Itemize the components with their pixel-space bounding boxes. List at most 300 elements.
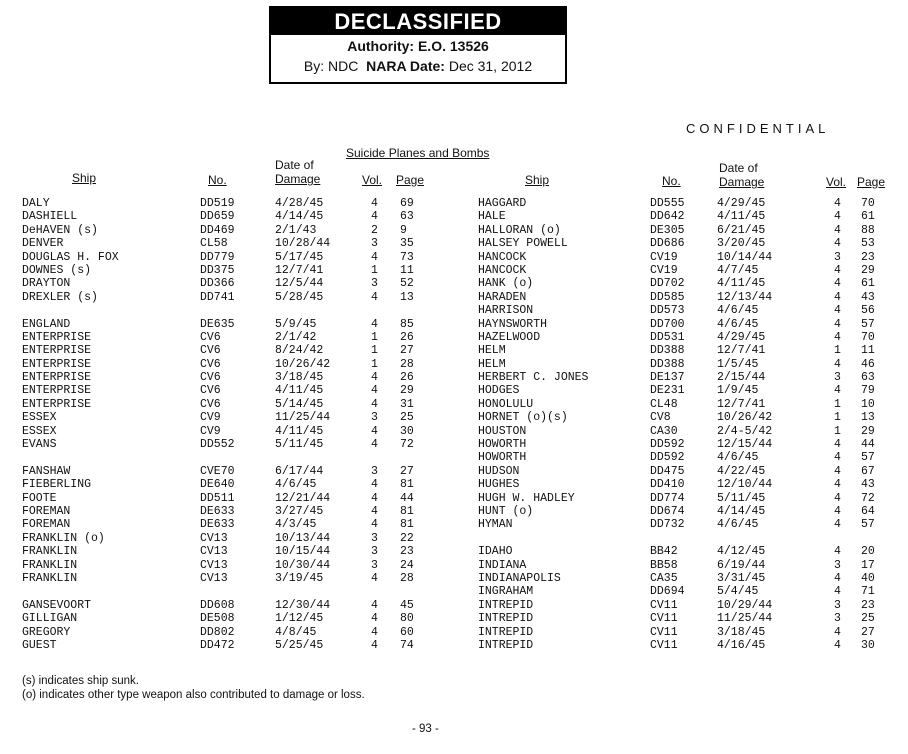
table-row bbox=[0, 210, 450, 223]
cell-page: 9 bbox=[400, 223, 407, 237]
table-row bbox=[450, 438, 908, 451]
cell-no: CV13 bbox=[200, 558, 228, 572]
table-row bbox=[0, 599, 450, 612]
cell-page: 23 bbox=[861, 250, 875, 264]
right-ship-table bbox=[450, 197, 908, 652]
cell-vol: 4 bbox=[834, 585, 841, 599]
cell-vol: 1 bbox=[834, 344, 841, 358]
cell-date: 4/14/45 bbox=[717, 504, 766, 518]
table-row bbox=[450, 304, 908, 317]
cell-vol: 4 bbox=[371, 478, 378, 492]
cell-ship: INDIANAPOLIS bbox=[478, 571, 561, 585]
cell-no: DD700 bbox=[650, 317, 685, 331]
cell-date: 10/29/44 bbox=[717, 598, 773, 612]
table-row bbox=[0, 532, 450, 545]
cell-date: 1/9/45 bbox=[717, 384, 759, 398]
cell-ship: ENTERPRISE bbox=[22, 371, 92, 385]
cell-ship: HARADEN bbox=[478, 290, 527, 304]
cell-vol: 3 bbox=[834, 612, 841, 626]
cell-page: 25 bbox=[861, 612, 875, 626]
table-row bbox=[450, 545, 908, 558]
cell-ship: HALE bbox=[478, 210, 506, 224]
cell-date: 4/11/45 bbox=[717, 210, 766, 224]
cell-page: 45 bbox=[400, 598, 414, 612]
cell-no: CVE70 bbox=[200, 464, 235, 478]
cell-date: 10/13/44 bbox=[275, 531, 331, 545]
cell-no: CV6 bbox=[200, 330, 221, 344]
left-header-date-l2: Damage bbox=[275, 172, 321, 186]
page-number: - 93 - bbox=[412, 723, 439, 735]
cell-page: 74 bbox=[400, 638, 414, 652]
cell-date: 10/26/42 bbox=[717, 411, 773, 425]
cell-vol: 4 bbox=[834, 197, 841, 210]
cell-vol: 4 bbox=[834, 277, 841, 291]
cell-vol: 4 bbox=[834, 478, 841, 492]
cell-page: 35 bbox=[400, 237, 414, 251]
cell-page: 10 bbox=[861, 397, 875, 411]
cell-ship: HUDSON bbox=[478, 464, 520, 478]
cell-page: 28 bbox=[400, 357, 414, 371]
declassified-stamp bbox=[269, 6, 567, 84]
table-row bbox=[450, 518, 908, 531]
cell-vol: 4 bbox=[371, 518, 378, 532]
cell-ship: INTREPID bbox=[478, 625, 534, 639]
cell-ship: HALSEY POWELL bbox=[478, 237, 568, 251]
cell-vol: 4 bbox=[834, 263, 841, 277]
left-ship-table bbox=[0, 197, 450, 652]
cell-ship: ENTERPRISE bbox=[22, 397, 92, 411]
cell-ship: HONOLULU bbox=[478, 397, 534, 411]
left-header-no: No. bbox=[208, 173, 227, 187]
cell-ship: DOWNES (s) bbox=[22, 263, 92, 277]
cell-date: 12/7/41 bbox=[717, 397, 766, 411]
table-row bbox=[0, 465, 450, 478]
cell-vol: 2 bbox=[371, 223, 378, 237]
cell-date: 5/14/45 bbox=[275, 397, 324, 411]
cell-page: 56 bbox=[861, 304, 875, 318]
cell-date: 4/6/45 bbox=[717, 317, 759, 331]
cell-page: 11 bbox=[400, 263, 414, 277]
cell-page: 72 bbox=[861, 491, 875, 505]
cell-no: DD573 bbox=[650, 304, 685, 318]
cell-page: 23 bbox=[400, 545, 414, 559]
cell-page: 44 bbox=[400, 491, 414, 505]
cell-page: 29 bbox=[861, 424, 875, 438]
cell-page: 11 bbox=[861, 344, 875, 358]
cell-date: 5/4/45 bbox=[717, 585, 759, 599]
cell-date: 4/16/45 bbox=[717, 638, 766, 652]
cell-no: DD511 bbox=[200, 491, 235, 505]
cell-vol: 4 bbox=[834, 545, 841, 559]
cell-ship: ENTERPRISE bbox=[22, 384, 92, 398]
cell-date: 4/29/45 bbox=[717, 197, 766, 210]
table-row bbox=[0, 291, 450, 304]
table-row bbox=[450, 237, 908, 250]
cell-page: 29 bbox=[861, 263, 875, 277]
cell-vol: 4 bbox=[371, 384, 378, 398]
cell-no: DD366 bbox=[200, 277, 235, 291]
cell-page: 43 bbox=[861, 478, 875, 492]
cell-vol: 4 bbox=[834, 571, 841, 585]
table-row bbox=[0, 371, 450, 384]
table-row bbox=[450, 331, 908, 344]
cell-vol: 3 bbox=[371, 411, 378, 425]
cell-ship: HOWORTH bbox=[478, 451, 527, 465]
cell-no: CV11 bbox=[650, 612, 678, 626]
table-row bbox=[0, 425, 450, 438]
cell-ship: DRAYTON bbox=[22, 277, 71, 291]
stamp-by: By: NDC bbox=[303, 58, 359, 74]
cell-page: 57 bbox=[861, 317, 875, 331]
cell-date: 4/14/45 bbox=[275, 210, 324, 224]
cell-date: 10/26/42 bbox=[275, 357, 331, 371]
cell-page: 24 bbox=[400, 558, 414, 572]
cell-no: CV9 bbox=[200, 411, 221, 425]
cell-ship: DOUGLAS H. FOX bbox=[22, 250, 119, 264]
cell-vol: 4 bbox=[834, 304, 841, 318]
cell-page: 26 bbox=[400, 330, 414, 344]
cell-vol: 4 bbox=[834, 330, 841, 344]
cell-vol: 3 bbox=[371, 237, 378, 251]
right-header-date-l2: Damage bbox=[719, 175, 765, 189]
table-row bbox=[450, 264, 908, 277]
cell-vol: 4 bbox=[834, 518, 841, 532]
cell-vol: 4 bbox=[371, 438, 378, 452]
cell-date: 5/25/45 bbox=[275, 638, 324, 652]
cell-ship: HAZELWOOD bbox=[478, 330, 541, 344]
cell-ship: HELM bbox=[478, 357, 506, 371]
cell-date: 1/12/45 bbox=[275, 612, 324, 626]
table-row bbox=[0, 545, 450, 558]
cell-vol: 4 bbox=[834, 384, 841, 398]
cell-ship: HANCOCK bbox=[478, 263, 527, 277]
cell-vol: 4 bbox=[371, 625, 378, 639]
cell-no: DD592 bbox=[650, 451, 685, 465]
cell-page: 31 bbox=[400, 397, 414, 411]
table-row bbox=[450, 197, 908, 210]
cell-date: 10/28/44 bbox=[275, 237, 331, 251]
table-row bbox=[0, 478, 450, 491]
cell-no: CL48 bbox=[650, 397, 678, 411]
cell-ship: ESSEX bbox=[22, 411, 57, 425]
cell-no: BB58 bbox=[650, 558, 678, 572]
cell-page: 57 bbox=[861, 518, 875, 532]
cell-page: 27 bbox=[400, 464, 414, 478]
cell-vol: 3 bbox=[834, 598, 841, 612]
cell-vol: 4 bbox=[371, 638, 378, 652]
cell-vol: 4 bbox=[371, 371, 378, 385]
cell-ship: HUGHES bbox=[478, 478, 520, 492]
cell-page: 60 bbox=[400, 625, 414, 639]
cell-ship: HANK (o) bbox=[478, 277, 534, 291]
cell-ship: INTREPID bbox=[478, 598, 534, 612]
stamp-heading: DECLASSIFIED bbox=[271, 8, 565, 35]
cell-vol: 4 bbox=[834, 625, 841, 639]
left-header-page: Page bbox=[396, 173, 425, 187]
table-row bbox=[450, 291, 908, 304]
cell-ship: HORNET (o)(s) bbox=[478, 411, 568, 425]
table-row bbox=[0, 224, 450, 237]
cell-no: DD694 bbox=[650, 585, 685, 599]
right-header-vol: Vol. bbox=[826, 175, 847, 189]
cell-ship: DALY bbox=[22, 197, 50, 210]
cell-date: 10/14/44 bbox=[717, 250, 773, 264]
cell-page: 81 bbox=[400, 478, 414, 492]
table-row bbox=[0, 626, 450, 639]
cell-no: CV6 bbox=[200, 397, 221, 411]
cell-no: DD674 bbox=[650, 504, 685, 518]
cell-vol: 3 bbox=[834, 558, 841, 572]
cell-vol: 3 bbox=[371, 545, 378, 559]
table-row bbox=[450, 384, 908, 397]
cell-vol: 3 bbox=[371, 464, 378, 478]
cell-vol: 1 bbox=[371, 344, 378, 358]
cell-page: 44 bbox=[861, 438, 875, 452]
cell-date: 5/9/45 bbox=[275, 317, 317, 331]
cell-page: 81 bbox=[400, 518, 414, 532]
cell-no: DD592 bbox=[650, 438, 685, 452]
table-row bbox=[450, 318, 908, 331]
cell-no: CV13 bbox=[200, 531, 228, 545]
cell-date: 1/5/45 bbox=[717, 357, 759, 371]
cell-no: CA30 bbox=[650, 424, 678, 438]
cell-page: 40 bbox=[861, 571, 875, 585]
cell-page: 52 bbox=[400, 277, 414, 291]
table-row bbox=[450, 599, 908, 612]
cell-no: DD702 bbox=[650, 277, 685, 291]
cell-page: 43 bbox=[861, 290, 875, 304]
cell-no: CV19 bbox=[650, 250, 678, 264]
cell-no: DD802 bbox=[200, 625, 235, 639]
cell-ship: DASHIELL bbox=[22, 210, 78, 224]
table-row bbox=[0, 318, 450, 331]
table-row bbox=[0, 384, 450, 397]
cell-page: 61 bbox=[861, 210, 875, 224]
cell-vol: 1 bbox=[834, 424, 841, 438]
footnote-other-weapon: (o) indicates other type weapon also contributed to damage or loss. bbox=[22, 689, 365, 701]
cell-date: 12/30/44 bbox=[275, 598, 331, 612]
cell-ship: ENTERPRISE bbox=[22, 344, 92, 358]
cell-vol: 1 bbox=[371, 263, 378, 277]
cell-date: 4/11/45 bbox=[275, 384, 324, 398]
cell-ship: ENTERPRISE bbox=[22, 357, 92, 371]
cell-vol: 4 bbox=[834, 464, 841, 478]
cell-no: DD375 bbox=[200, 263, 235, 277]
cell-date: 2/4-5/42 bbox=[717, 424, 773, 438]
cell-ship: INTREPID bbox=[478, 612, 534, 626]
table-row bbox=[450, 224, 908, 237]
cell-no: DE633 bbox=[200, 518, 235, 532]
table-row bbox=[450, 210, 908, 223]
right-header-page: Page bbox=[857, 175, 886, 189]
table-row bbox=[450, 411, 908, 424]
table-row bbox=[450, 505, 908, 518]
table-row bbox=[450, 451, 908, 464]
cell-date: 4/11/45 bbox=[717, 277, 766, 291]
cell-date: 5/17/45 bbox=[275, 250, 324, 264]
cell-page: 61 bbox=[861, 277, 875, 291]
table-row bbox=[0, 505, 450, 518]
row-gap bbox=[450, 532, 908, 545]
cell-vol: 4 bbox=[371, 491, 378, 505]
cell-ship: INDIANA bbox=[478, 558, 527, 572]
cell-ship: FOREMAN bbox=[22, 504, 71, 518]
cell-no: CV6 bbox=[200, 371, 221, 385]
cell-ship: FRANKLIN bbox=[22, 558, 78, 572]
cell-no: CV11 bbox=[650, 638, 678, 652]
cell-vol: 4 bbox=[371, 290, 378, 304]
cell-ship: GANSEVOORT bbox=[22, 598, 92, 612]
cell-ship: HAGGARD bbox=[478, 197, 527, 210]
cell-no: DE305 bbox=[650, 223, 685, 237]
cell-page: 70 bbox=[861, 330, 875, 344]
cell-ship: GUEST bbox=[22, 638, 57, 652]
cell-vol: 4 bbox=[371, 571, 378, 585]
cell-page: 30 bbox=[400, 424, 414, 438]
cell-date: 3/18/45 bbox=[717, 625, 766, 639]
cell-no: DD388 bbox=[650, 344, 685, 358]
table-row bbox=[0, 639, 450, 652]
cell-page: 13 bbox=[400, 290, 414, 304]
cell-ship: GREGORY bbox=[22, 625, 71, 639]
stamp-authority: Authority: E.O. 13526 bbox=[347, 38, 489, 54]
cell-ship: FOREMAN bbox=[22, 518, 71, 532]
cell-date: 2/1/42 bbox=[275, 330, 317, 344]
table-row bbox=[0, 438, 450, 451]
cell-vol: 4 bbox=[834, 357, 841, 371]
cell-ship: HARRISON bbox=[478, 304, 534, 318]
cell-vol: 4 bbox=[834, 491, 841, 505]
table-row bbox=[0, 251, 450, 264]
cell-vol: 4 bbox=[371, 197, 378, 210]
cell-vol: 3 bbox=[834, 371, 841, 385]
cell-page: 67 bbox=[861, 464, 875, 478]
right-header-ship: Ship bbox=[525, 173, 550, 187]
cell-no: DD531 bbox=[650, 330, 685, 344]
table-row bbox=[0, 559, 450, 572]
cell-page: 22 bbox=[400, 531, 414, 545]
cell-page: 85 bbox=[400, 317, 414, 331]
table-row bbox=[0, 344, 450, 357]
cell-date: 11/25/44 bbox=[717, 612, 773, 626]
cell-no: DD732 bbox=[650, 518, 685, 532]
table-row bbox=[450, 612, 908, 625]
cell-date: 6/19/44 bbox=[717, 558, 766, 572]
cell-ship: ENGLAND bbox=[22, 317, 71, 331]
cell-date: 4/6/45 bbox=[275, 478, 317, 492]
cell-vol: 4 bbox=[834, 438, 841, 452]
right-header-date-l1: Date of bbox=[719, 161, 758, 175]
cell-page: 13 bbox=[861, 411, 875, 425]
cell-date: 11/25/44 bbox=[275, 411, 331, 425]
cell-no: BB42 bbox=[650, 545, 678, 559]
cell-vol: 1 bbox=[834, 411, 841, 425]
cell-ship: HOUSTON bbox=[478, 424, 527, 438]
cell-ship: HOWORTH bbox=[478, 438, 527, 452]
table-row bbox=[450, 478, 908, 491]
cell-ship: HODGES bbox=[478, 384, 520, 398]
cell-date: 12/15/44 bbox=[717, 438, 773, 452]
cell-date: 12/7/41 bbox=[275, 263, 324, 277]
cell-ship: EVANS bbox=[22, 438, 57, 452]
cell-vol: 3 bbox=[371, 558, 378, 572]
cell-page: 46 bbox=[861, 357, 875, 371]
table-row bbox=[0, 237, 450, 250]
cell-date: 4/3/45 bbox=[275, 518, 317, 532]
cell-no: CV6 bbox=[200, 357, 221, 371]
cell-ship: HYMAN bbox=[478, 518, 513, 532]
cell-no: DD410 bbox=[650, 478, 685, 492]
cell-no: DD472 bbox=[200, 638, 235, 652]
cell-ship: HAYNSWORTH bbox=[478, 317, 548, 331]
cell-vol: 1 bbox=[371, 330, 378, 344]
cell-no: DD552 bbox=[200, 438, 235, 452]
table-row bbox=[450, 626, 908, 639]
cell-no: DD585 bbox=[650, 290, 685, 304]
cell-no: CV13 bbox=[200, 545, 228, 559]
table-row bbox=[450, 492, 908, 505]
stamp-by-line bbox=[271, 56, 565, 76]
cell-no: CV6 bbox=[200, 384, 221, 398]
cell-date: 6/17/44 bbox=[275, 464, 324, 478]
cell-vol: 4 bbox=[371, 424, 378, 438]
cell-date: 5/28/45 bbox=[275, 290, 324, 304]
cell-date: 12/10/44 bbox=[717, 478, 773, 492]
cell-no: CV19 bbox=[650, 263, 678, 277]
cell-date: 6/21/45 bbox=[717, 223, 766, 237]
cell-vol: 4 bbox=[371, 397, 378, 411]
cell-no: DD774 bbox=[650, 491, 685, 505]
table-row bbox=[450, 358, 908, 371]
cell-date: 3/31/45 bbox=[717, 571, 766, 585]
table-row bbox=[0, 612, 450, 625]
table-row bbox=[0, 277, 450, 290]
cell-vol: 3 bbox=[371, 277, 378, 291]
table-row bbox=[450, 251, 908, 264]
cell-no: CV6 bbox=[200, 344, 221, 358]
cell-page: 29 bbox=[400, 384, 414, 398]
cell-vol: 4 bbox=[371, 317, 378, 331]
cell-date: 3/27/45 bbox=[275, 504, 324, 518]
table-row bbox=[0, 358, 450, 371]
cell-no: DE231 bbox=[650, 384, 685, 398]
row-gap bbox=[0, 451, 450, 464]
left-header-date-l1: Date of bbox=[275, 158, 314, 172]
cell-no: DD469 bbox=[200, 223, 235, 237]
cell-date: 12/7/41 bbox=[717, 344, 766, 358]
cell-vol: 4 bbox=[834, 237, 841, 251]
stamp-nara-label: NARA Date: bbox=[366, 58, 445, 74]
cell-date: 4/28/45 bbox=[275, 197, 324, 210]
table-row bbox=[450, 639, 908, 652]
table-row bbox=[450, 425, 908, 438]
cell-no: CV9 bbox=[200, 424, 221, 438]
cell-vol: 1 bbox=[834, 397, 841, 411]
cell-no: DD642 bbox=[650, 210, 685, 224]
cell-date: 3/18/45 bbox=[275, 371, 324, 385]
cell-ship: FANSHAW bbox=[22, 464, 71, 478]
cell-date: 4/8/45 bbox=[275, 625, 317, 639]
left-header-ship: Ship bbox=[72, 171, 97, 185]
table-row bbox=[450, 572, 908, 585]
classification-label: CONFIDENTIAL bbox=[686, 121, 830, 136]
cell-page: 88 bbox=[861, 223, 875, 237]
cell-no: DE640 bbox=[200, 478, 235, 492]
cell-ship: FIEBERLING bbox=[22, 478, 92, 492]
row-gap bbox=[0, 304, 450, 317]
cell-date: 4/6/45 bbox=[717, 451, 759, 465]
cell-ship: INTREPID bbox=[478, 638, 534, 652]
